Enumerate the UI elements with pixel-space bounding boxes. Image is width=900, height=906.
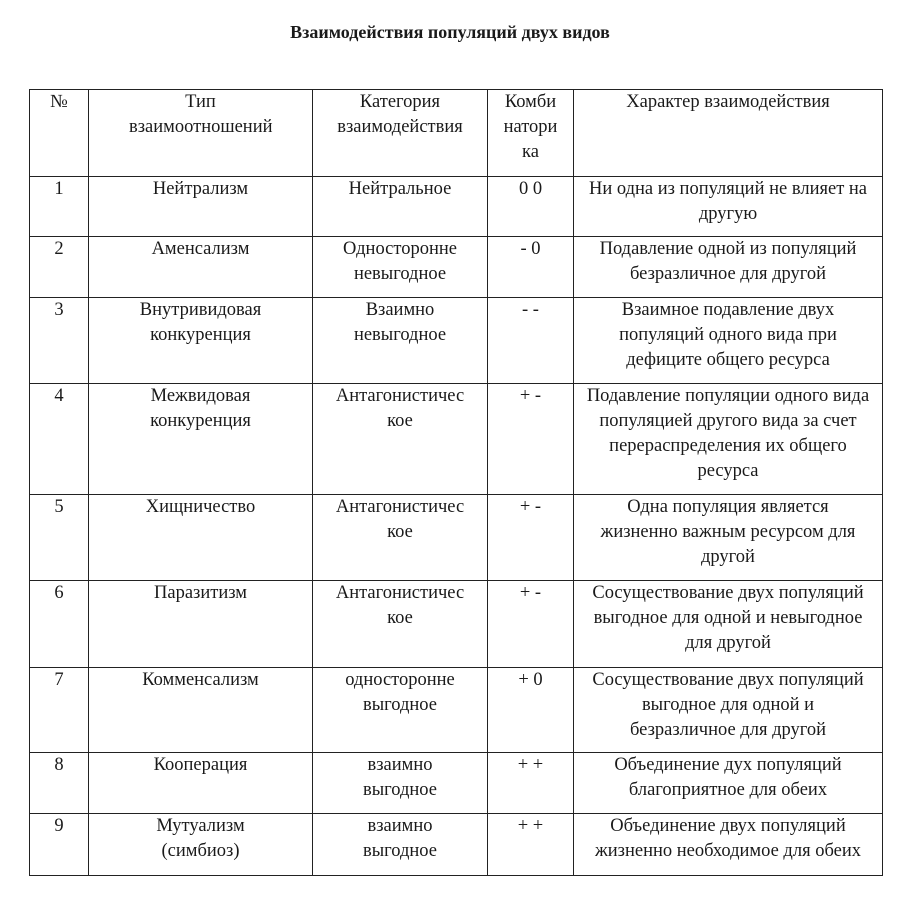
table-row <box>30 384 883 495</box>
row-category: Нейтральное <box>313 177 488 237</box>
row-character: Сосуществование двух популяций выгодное для одной и невыгодное для другой <box>574 581 883 668</box>
row-num: 2 <box>30 237 89 298</box>
row-combinatorics: - 0 <box>488 237 574 298</box>
header-type: Тип взаимоотношений <box>89 90 313 177</box>
row-combinatorics: + 0 <box>488 668 574 753</box>
header-row <box>30 90 883 177</box>
row-num: 5 <box>30 495 89 581</box>
row-category: взаимно выгодное <box>313 814 488 876</box>
table-row <box>30 581 883 668</box>
row-type: Внутривидовая конкуренция <box>89 298 313 384</box>
row-combinatorics: + + <box>488 753 574 814</box>
row-category: Взаимно невыгодное <box>313 298 488 384</box>
row-type: Паразитизм <box>89 581 313 668</box>
row-type: Аменсализм <box>89 237 313 298</box>
row-combinatorics: + - <box>488 495 574 581</box>
table-row <box>30 495 883 581</box>
row-num: 7 <box>30 668 89 753</box>
row-combinatorics: + - <box>488 581 574 668</box>
row-num: 8 <box>30 753 89 814</box>
document-title: Взаимодействия популяций двух видов <box>290 22 610 42</box>
row-type: Нейтрализм <box>89 177 313 237</box>
row-category: Односторонне невыгодное <box>313 237 488 298</box>
row-character: Подавление одной из популяций безразличное для другой <box>574 237 883 298</box>
row-combinatorics: 0 0 <box>488 177 574 237</box>
row-category: взаимно выгодное <box>313 753 488 814</box>
row-type: Межвидовая конкуренция <box>89 384 313 495</box>
table-row <box>30 668 883 753</box>
row-character: Сосуществование двух популяций выгодное для одной и безразличное для другой <box>574 668 883 753</box>
row-combinatorics: + + <box>488 814 574 876</box>
row-character: Объединение двух популяций жизненно необходимое для обеих <box>574 814 883 876</box>
row-combinatorics: + - <box>488 384 574 495</box>
row-combinatorics: - - <box>488 298 574 384</box>
row-category: Антагонистичес кое <box>313 495 488 581</box>
row-category: Антагонистичес кое <box>313 384 488 495</box>
header-combinatorics: Комби натори ка <box>488 90 574 177</box>
table-row <box>30 298 883 384</box>
row-character: Объединение дух популяций благоприятное для обеих <box>574 753 883 814</box>
row-num: 1 <box>30 177 89 237</box>
table-row <box>30 177 883 237</box>
row-character: Подавление популяции одного вида популяцией другого вида за счет перераспределения их общего ресурса <box>574 384 883 495</box>
header-num: № <box>30 90 89 177</box>
row-num: 4 <box>30 384 89 495</box>
interactions-table <box>29 89 883 876</box>
row-num: 9 <box>30 814 89 876</box>
row-character: Ни одна из популяций не влияет на другую <box>574 177 883 237</box>
header-category: Категория взаимодействия <box>313 90 488 177</box>
table-row <box>30 753 883 814</box>
row-num: 6 <box>30 581 89 668</box>
row-category: односторонне выгодное <box>313 668 488 753</box>
row-num: 3 <box>30 298 89 384</box>
header-character: Характер взаимодействия <box>574 90 883 177</box>
row-character: Взаимное подавление двух популяций одного вида при дефиците общего ресурса <box>574 298 883 384</box>
row-type: Мутуализм (симбиоз) <box>89 814 313 876</box>
row-type: Хищничество <box>89 495 313 581</box>
row-type: Комменсализм <box>89 668 313 753</box>
row-character: Одна популяция является жизненно важным ресурсом для другой <box>574 495 883 581</box>
table-row <box>30 814 883 876</box>
table-row <box>30 237 883 298</box>
row-category: Антагонистичес кое <box>313 581 488 668</box>
row-type: Кооперация <box>89 753 313 814</box>
